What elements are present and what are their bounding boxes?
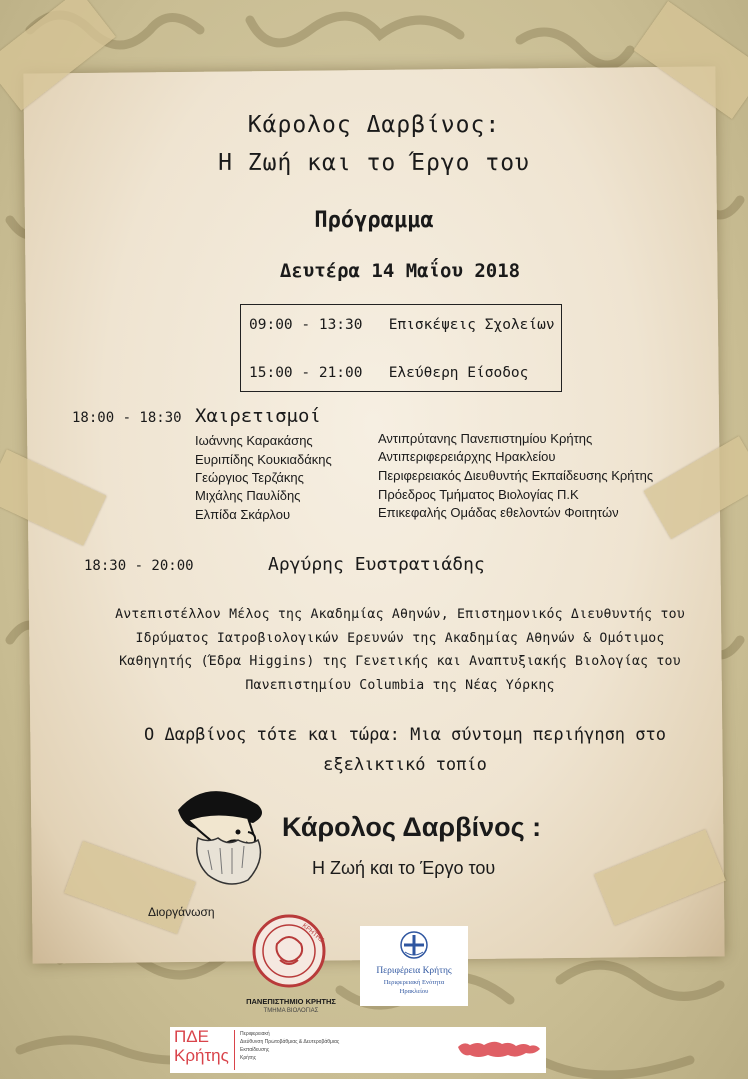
bio-line: Ιδρύματος Ιατροβιολογικών Ερευνών της Ακαδημίας Αθηνών & Ομότιμος (135, 630, 665, 646)
university-seal-icon (252, 914, 326, 988)
greetings-title: Χαιρετισμοί (195, 405, 321, 427)
region-logo (360, 926, 468, 1006)
schedule-time: 09:00 - 13:30 (249, 317, 363, 333)
greek-emblem-icon (399, 930, 429, 960)
speaker-role: Περιφερειακός Διευθυντής Εκπαίδευσης Κρήτης (378, 468, 654, 483)
bio-line: Καθηγητής (Έδρα Higgins) της Γενετικής και Αναπτυξιακής Βιολογίας του (119, 654, 681, 669)
university-department: ΤΜΗΜΑ ΒΙΟΛΟΓΙΑΣ (263, 1008, 319, 1014)
university-name: ΠΑΝΕΠΙΣΤΗΜΙΟ ΚΡΗΤΗΣ (246, 997, 336, 1006)
page-title-line2: Η Ζωή και το Έργο του (218, 150, 530, 176)
lecture-title-line2: εξελικτικό τοπίο (323, 755, 487, 775)
pde-full-name (240, 1030, 339, 1062)
schedule-row (249, 365, 528, 381)
speaker-role: Αντιπρύτανης Πανεπιστημίου Κρήτης (378, 431, 593, 446)
region-unit-line1: Περιφερειακή Ενότητα (383, 979, 445, 986)
pde-logo (170, 1027, 546, 1073)
speaker-role: Αντιπεριφερειάρχης Ηρακλείου (378, 449, 556, 464)
speaker-role: Επικεφαλής Ομάδας εθελοντών Φοιτητών (378, 505, 619, 520)
crete-map-icon (456, 1033, 542, 1063)
pde-full-line: Εκπαίδευσης (240, 1047, 270, 1053)
speaker-name: Γεώργιος Τερζάκης (195, 470, 304, 485)
schedule-time: 15:00 - 21:00 (249, 365, 363, 381)
greetings-time: 18:00 - 18:30 (72, 410, 182, 426)
speaker-bio (70, 603, 730, 697)
speaker-name: Μιχάλης Παυλίδης (195, 488, 301, 503)
talk-time: 18:30 - 20:00 (84, 558, 194, 574)
event-date: Δευτέρα 14 Μαΐου 2018 (279, 260, 521, 282)
lecture-title-line1: Ο Δαρβίνος τότε και τώρα: Μια σύντομη περιήγηση στο (144, 725, 666, 745)
region-unit-line2: Ηρακλείου (399, 988, 429, 995)
region-name: Περιφέρεια Κρήτης (376, 966, 452, 976)
speaker-name: Ελπίδα Σκάρλου (195, 507, 291, 522)
organizers-label: Διοργάνωση (148, 905, 215, 919)
speaker-role: Πρόεδρος Τμήματος Βιολογίας Π.Κ (378, 487, 579, 502)
schedule-box (240, 304, 562, 392)
pde-full-line: Κρήτης (240, 1055, 257, 1061)
event-logo-subtitle: Η Ζωή και το Έργο του (312, 858, 496, 878)
bio-line: Πανεπιστημίου Columbia της Νέας Υόρκης (245, 677, 555, 693)
schedule-label: Ελεύθερη Είσοδος (388, 365, 529, 381)
program-heading: Πρόγραμμα (314, 208, 434, 233)
pde-short-line1: ΠΔΕ (174, 1027, 209, 1046)
talk-speaker: Αργύρης Ευστρατιάδης (268, 554, 485, 575)
pde-full-line: Διεύθυνση Πρωτοβάθμιας & Δευτεροβάθμιας (240, 1039, 340, 1045)
seal-text: ΚΡΗΤΗΣ (300, 922, 326, 945)
pde-short-line2: Κρήτης (174, 1046, 229, 1065)
speaker-name: Ιωάννης Καρακάσης (195, 433, 313, 448)
pde-divider (234, 1030, 235, 1070)
schedule-label: Επισκέψεις Σχολείων (388, 317, 555, 333)
darwin-caricature-icon (168, 780, 278, 890)
lecture-title (70, 720, 740, 780)
bio-line: Αντεπιστέλλον Μέλος της Ακαδημίας Αθηνών, Επιστημονικός Διευθυντής του (115, 607, 685, 622)
event-logo-title: Κάρολος Δαρβίνος : (282, 812, 542, 842)
speaker-name: Ευριπίδης Κουκιαδάκης (195, 452, 332, 467)
page-title-line1: Κάρολος Δαρβίνος: (247, 112, 501, 138)
schedule-row (249, 317, 555, 333)
pde-full-line: Περιφερειακή (240, 1031, 270, 1037)
